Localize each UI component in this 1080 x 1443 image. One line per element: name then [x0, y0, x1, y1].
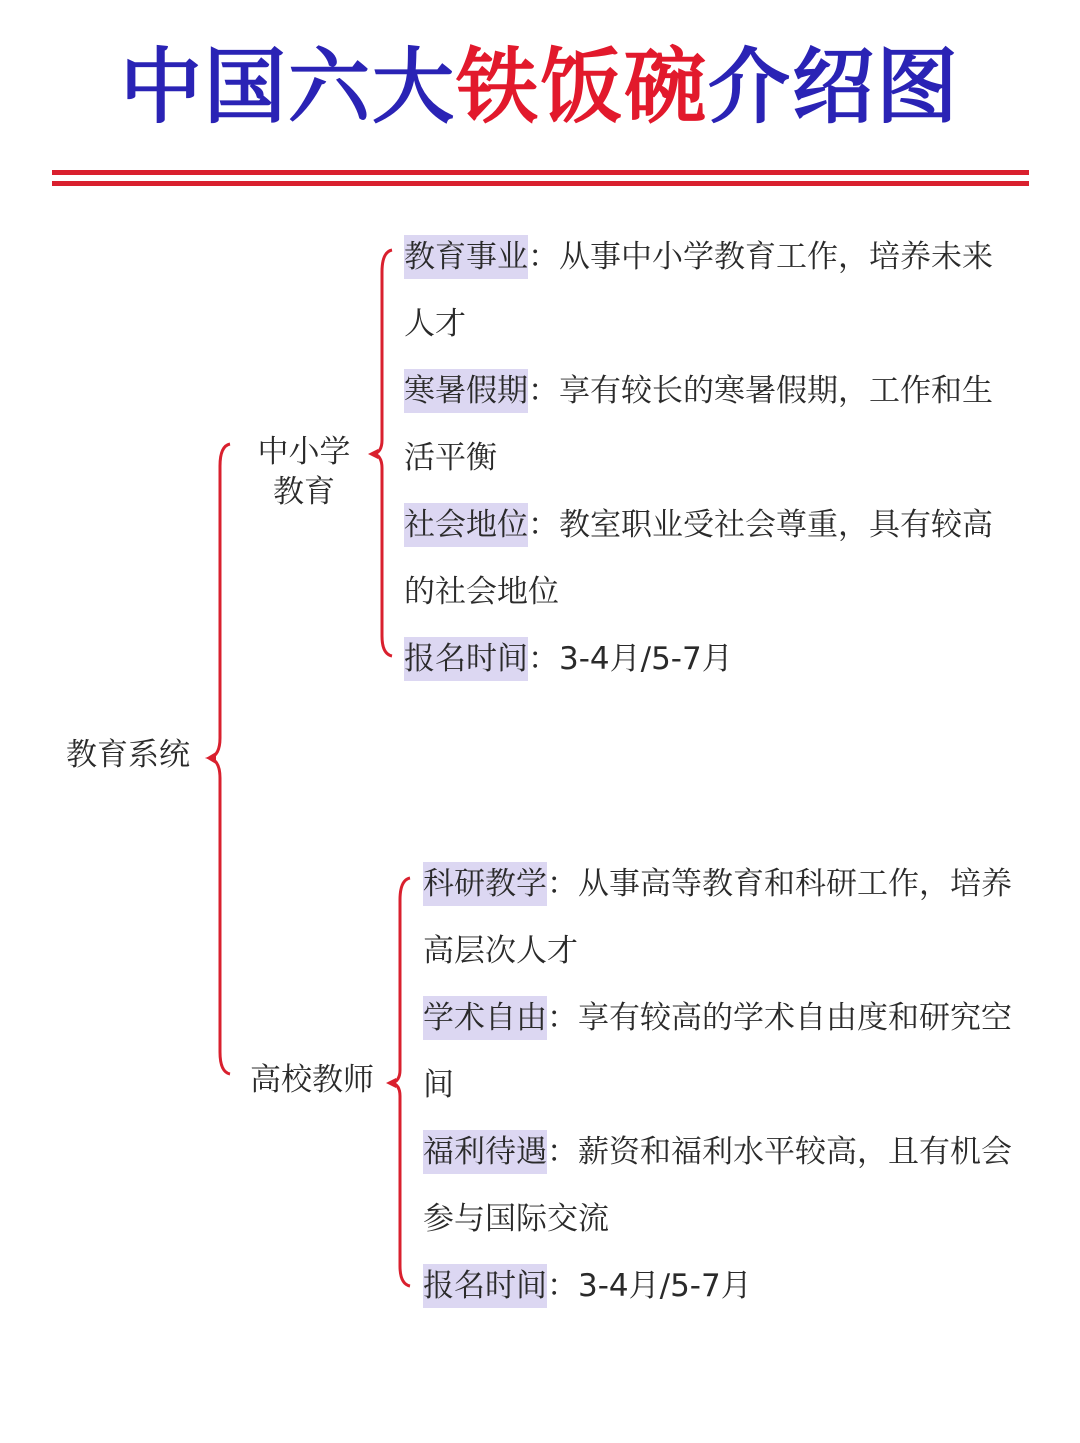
leaf-item	[404, 492, 994, 626]
branch-node-university-teacher: 高校教师	[250, 1062, 374, 1098]
branch-label-line1: 中小学	[257, 434, 351, 470]
leaf-item	[423, 985, 1013, 1119]
leaf-key: 寒暑假期	[404, 369, 528, 413]
root-node: 教育系统	[66, 737, 190, 773]
leaf-item	[423, 1253, 1013, 1320]
leaf-key: 社会地位	[404, 503, 528, 547]
branch-node-primary-education	[252, 432, 356, 512]
leaf-key: 教育事业	[404, 235, 528, 279]
branch-label-line2: 教育	[273, 474, 335, 510]
leaf-text: ：薪资和福利水平较高，且有机会参与国际交流	[423, 1134, 1012, 1237]
leaf-text: ：教室职业受社会尊重，具有较高的社会地位	[404, 507, 993, 610]
title-part-1: 中国六大	[119, 40, 456, 135]
leaf-text: ：从事中小学教育工作，培养未来人才	[404, 239, 993, 342]
branch2-bracket-arrow	[386, 1078, 396, 1088]
root-bracket-arrow	[206, 752, 216, 764]
leaf-text: ：从事高等教育和科研工作，培养高层次人才	[423, 866, 1012, 969]
leaf-key: 报名时间	[423, 1264, 547, 1308]
leaf-key: 学术自由	[423, 996, 547, 1040]
leaf-group-university-teacher	[423, 851, 1013, 1320]
leaf-text: ：享有较高的学术自由度和研究空间	[423, 1000, 1012, 1103]
leaf-group-primary-education	[404, 224, 994, 693]
leaf-item	[404, 358, 994, 492]
leaf-text: ：3-4月/5-7月	[547, 1268, 752, 1304]
leaf-item	[423, 851, 1013, 985]
leaf-item	[423, 1119, 1013, 1253]
title-part-3: 介绍图	[708, 40, 961, 135]
leaf-key: 福利待遇	[423, 1130, 547, 1174]
leaf-item	[404, 224, 994, 358]
leaf-key: 报名时间	[404, 637, 528, 681]
leaf-text: ：3-4月/5-7月	[528, 641, 733, 677]
leaf-item	[404, 626, 994, 693]
leaf-text: ：享有较长的寒暑假期，工作和生活平衡	[404, 373, 993, 476]
leaf-key: 科研教学	[423, 862, 547, 906]
branch1-bracket-arrow	[368, 449, 378, 459]
title-part-2: 铁饭碗	[455, 40, 708, 135]
